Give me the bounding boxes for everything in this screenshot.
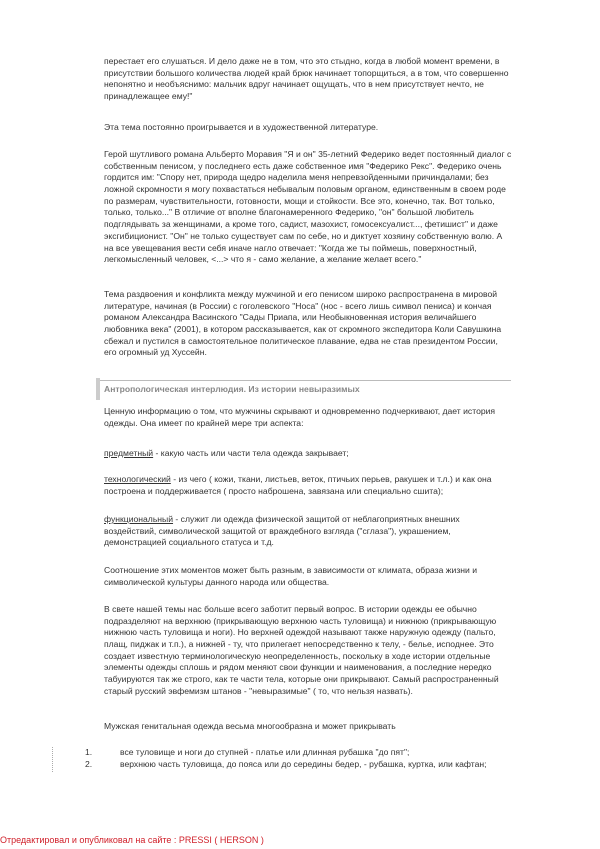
- aspect-technological: [104, 474, 544, 497]
- text-line: Тема раздвоения и конфликта между мужчиной и его пенисом широко распространена в мировой: [104, 289, 498, 299]
- text-line: литературе, начиная (в России) с гоголевского "Носа" (нос - всего лишь символ пениса) и кончая: [104, 300, 492, 311]
- list-border: [52, 747, 53, 772]
- text-line: подразделяют на верхнюю (прикрывающую верхнюю часть туловища) и нижнюю (прикрывающую: [104, 615, 497, 626]
- text-line: Соотношение этих моментов может быть разным, в зависимости от климата, образа жизни и: [104, 565, 478, 575]
- text-line: Ценную информацию о том, что мужчины скрывают и одновременно подчеркивают, дает история: [104, 406, 496, 416]
- text-line: эксгибиционист. "Он" не только существует сам по себе, но и диктует хозяину собственную волю. А: [104, 230, 503, 241]
- text-line: создает известную терминологическую неопределенность, поскольку в ходе истории отдельные: [104, 650, 491, 661]
- text-line: одежды. Она имеет по крайней мере три аспекта:: [104, 417, 304, 428]
- aspect-term: технологический: [104, 474, 171, 484]
- text-line: символической культуры данного народа или общества.: [104, 576, 330, 587]
- aspect-description: - какую часть или части тела одежда закрывает;: [153, 448, 349, 458]
- paragraph-intro-end: [104, 56, 544, 103]
- text-line: сбежал и пустился в самостоятельное политическое плавание, едва не став президентом России,: [104, 335, 498, 346]
- text-line: [104, 514, 544, 526]
- paragraph-split-theme: [104, 289, 544, 359]
- text-line: элементы одежды сплошь и рядом меняют свои функции и наименования, а последние нередко: [104, 662, 492, 673]
- aspect-term: функциональный: [104, 514, 174, 524]
- aspect-description: - служит ли одежда физической защитой от неблагоприятных внешних: [173, 514, 460, 524]
- text-line: любовника века" (2001), в котором рассказывается, как от скромного экспедитора Коли Савушкина: [104, 324, 502, 335]
- text-line: собственным пенисом, у последнего есть даже собственное имя "Федерико Рекс". Федерико очень: [104, 160, 502, 171]
- text-line: [104, 448, 544, 460]
- text-line: принадлежащее ему!": [104, 91, 193, 102]
- aspect-description: - из чего ( кожи, ткани, листьев, веток, птичьих перьев, ракушек и т.л.) и как она: [170, 474, 492, 484]
- paragraph-literature-theme: [104, 122, 544, 134]
- text-line: В свете нашей темы нас больше всего заботит первый вопрос. В истории одежды ее обычно: [104, 604, 477, 614]
- aspect-term: предметный: [104, 448, 154, 458]
- paragraph-upper-lower: [104, 604, 544, 698]
- paragraph-genital-clothing: [104, 721, 544, 733]
- text-line: легкомысленный человек, <...> что я - само желание, а желание желает всего.": [104, 254, 422, 265]
- text-line: [104, 526, 544, 538]
- paragraph-moravia: [104, 149, 544, 266]
- text-line: Герой шутливого романа Альберто Моравия "Я и он" 35-летний Федерико ведет постоянный диалог с: [104, 149, 512, 159]
- paragraph-clothing-history: [104, 406, 544, 429]
- text-line: Мужская генитальная одежда весьма многообразна и может прикрывать: [104, 721, 396, 731]
- text-line: присутствии большого количества людей край брюк начинает топорщиться, а в том, что совершенно: [104, 67, 509, 78]
- aspect-functional: [104, 514, 544, 549]
- text-line: непонятно и необъяснимо: мальчик вдруг начинает ощущать, что в нем присутствует нечто, не: [104, 79, 484, 90]
- aspect-description: построена и поддерживается ( просто наброшена, завязана или специально сшита);: [104, 485, 444, 496]
- text-line: нижнюю часть туловища и ноги). Но верхней одеждой называют также наружную одежду (пальто,: [104, 627, 496, 638]
- text-line: ложной скромности я могу похвастаться небывалым половым органом, единственным в своем роде: [104, 184, 506, 195]
- text-line: по размерам, чувствительности, готовности, мощи и стойкости. Все это, конечно, так. Вот только,: [104, 195, 495, 206]
- text-line: гордится им: "Спору нет, природа щедро наделила меня непревзойденными причиндалами; без: [104, 172, 489, 183]
- text-line: [104, 537, 544, 549]
- text-line: Эта тема постоянно проигрывается и в художественной литературе.: [104, 122, 379, 132]
- text-line: [104, 486, 544, 498]
- aspect-description: воздействий, символической защитой от враждебного взгляда ("сглаза"), украшением,: [104, 525, 451, 536]
- text-line: табуируются так же строго, как те части тела, которые они прикрывают. Самый распространенный: [104, 674, 499, 685]
- text-line: на все увещевания вести себя иначе нагло отвечает: "Когда же ты поймешь, поверхностный,: [104, 242, 477, 253]
- section-heading-text: Антропологическая интерлюдия. Из истории невыразимых: [104, 384, 360, 394]
- text-line: плащ, пиджак и т.п.), а нижней - ту, что прилегает непосредственно к телу, - белье, исподнее. Это: [104, 639, 494, 650]
- list-text: все туловище и ноги до ступней - платье или длинная рубашка "до пят";: [120, 747, 410, 757]
- text-line: его огромный уд Хуссейн.: [104, 347, 207, 358]
- text-line: только, только..." В отличие от вполне благонамеренного Федерико, "он" большой любитель: [104, 207, 474, 218]
- text-line: перестает его слушаться. И дело даже не в том, что это стыдно, когда в любой момент времени, в: [104, 56, 500, 66]
- text-line: [104, 474, 544, 486]
- publisher-footer: Отредактировал и опубликовал на сайте : PRESSI ( HERSON ): [0, 835, 264, 845]
- aspect-description: демонстрацией социального статуса и т.д.: [104, 537, 274, 548]
- text-line: старый русский эвфемизм штанов - "невыразимые" ( то, что нельзя назвать).: [104, 685, 413, 696]
- text-line: подглядывать за женщинами, а кроме того, садист, мазохист, гомосексуалист..., фетишист" и даже: [104, 219, 498, 230]
- list-number: 2.: [85, 758, 93, 769]
- heading-bar: [96, 378, 100, 400]
- text-line: романом Александра Васинского "Сады Приапа, или Необыкновенная история величайшего: [104, 312, 477, 323]
- section-heading: [96, 378, 511, 400]
- aspect-subject: [104, 448, 544, 460]
- paragraph-ratio: [104, 565, 544, 588]
- heading-divider: [100, 380, 511, 381]
- list-text: верхнюю часть туловища, до пояса или до середины бедер, - рубашка, куртка, или кафтан;: [120, 758, 487, 769]
- list-number: 1.: [85, 747, 93, 757]
